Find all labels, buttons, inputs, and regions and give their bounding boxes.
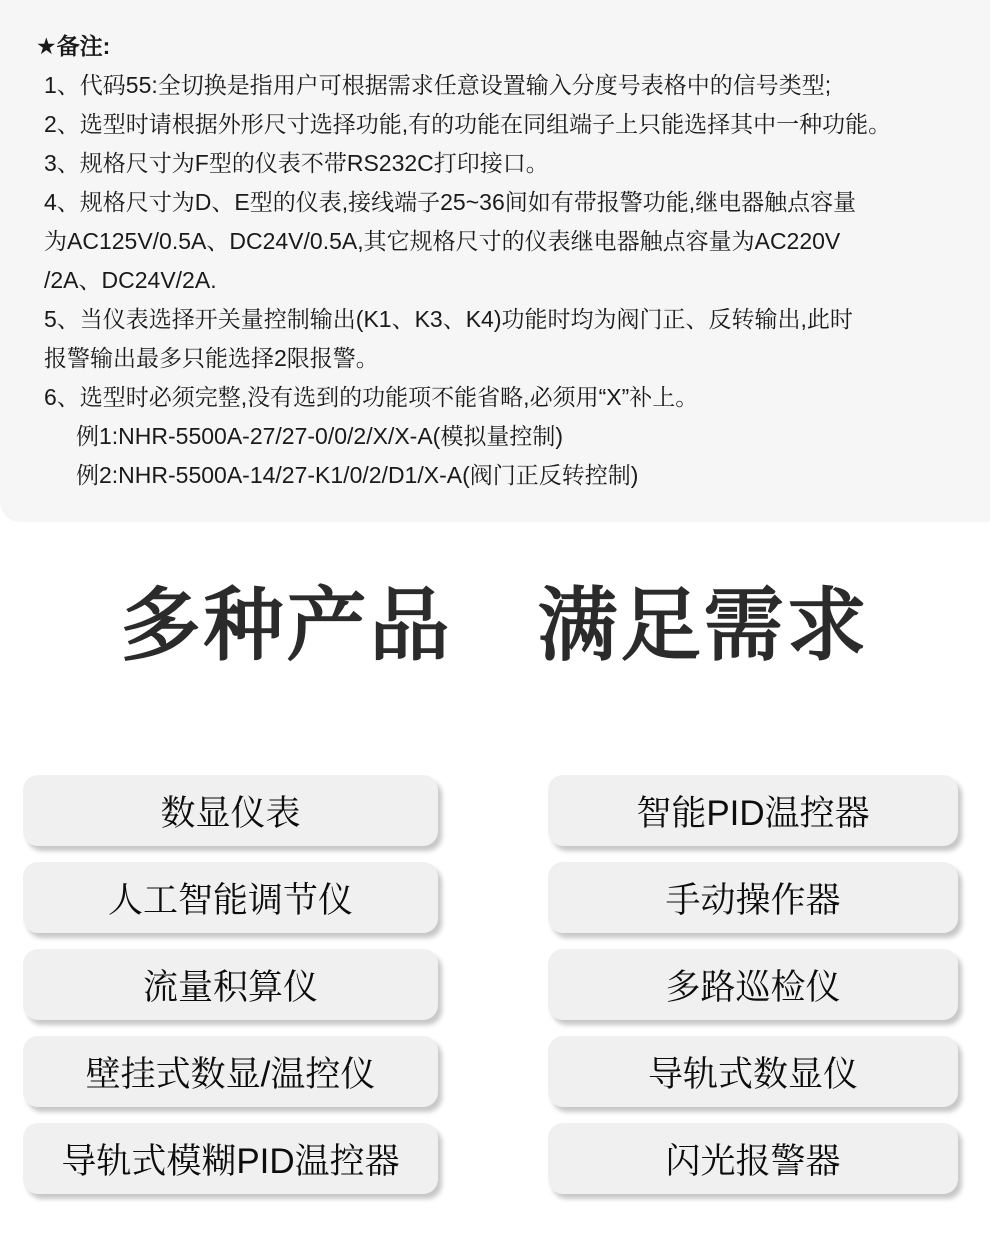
remark-example-1: 例1:NHR-5500A-27/27-0/0/2/X/X-A(模拟量控制)	[76, 423, 563, 449]
product-button-flash-alarm[interactable]: 闪光报警器	[548, 1123, 958, 1194]
remarks-header: ★备注:	[36, 33, 111, 59]
remark-line: 3、规格尺寸为F型的仪表不带RS232C打印接口。	[44, 150, 549, 176]
product-category-grid	[0, 775, 990, 1194]
product-button-din-rail-fuzzy-pid-controller[interactable]: 导轨式模糊PID温控器	[23, 1123, 438, 1194]
product-button-din-rail-display-meter[interactable]: 导轨式数显仪	[548, 1036, 958, 1107]
page-title-part-1: 多种产品	[120, 581, 453, 670]
page-title	[0, 522, 990, 670]
product-button-wall-mount-display-temp-controller[interactable]: 壁挂式数显/温控仪	[23, 1036, 438, 1107]
product-button-multi-channel-scanner[interactable]: 多路巡检仪	[548, 949, 958, 1020]
remark-line: 6、选型时必须完整,没有选到的功能项不能省略,必须用“X”补上。	[44, 384, 699, 410]
remark-line: 5、当仪表选择开关量控制输出(K1、K3、K4)功能时均为阀门正、反转输出,此时	[44, 306, 853, 332]
remark-line: 1、代码55:全切换是指用户可根据需求任意设置输入分度号表格中的信号类型;	[44, 72, 832, 98]
remark-example-2: 例2:NHR-5500A-14/27-K1/0/2/D1/X-A(阀门正反转控制)	[76, 462, 639, 488]
remarks-panel	[0, 0, 990, 522]
remark-line: 2、选型时请根据外形尺寸选择功能,有的功能在同组端子上只能选择其中一种功能。	[44, 111, 892, 137]
product-button-manual-operator[interactable]: 手动操作器	[548, 862, 958, 933]
remark-line-continuation: 报警输出最多只能选择2限报警。	[44, 345, 379, 371]
remark-line: 4、规格尺寸为D、E型的仪表,接线端子25~36间如有带报警功能,继电器触点容量	[44, 189, 857, 215]
product-button-digital-display-meter[interactable]: 数显仪表	[23, 775, 438, 846]
remark-line-continuation: 为AC125V/0.5A、DC24V/0.5A,其它规格尺寸的仪表继电器触点容量为AC220V	[44, 228, 841, 254]
product-button-flow-totalizer[interactable]: 流量积算仪	[23, 949, 438, 1020]
page-title-part-2: 满足需求	[537, 581, 870, 670]
remark-line-continuation: /2A、DC24V/2A.	[44, 267, 217, 293]
product-button-smart-pid-temp-controller[interactable]: 智能PID温控器	[548, 775, 958, 846]
product-button-ai-regulator[interactable]: 人工智能调节仪	[23, 862, 438, 933]
